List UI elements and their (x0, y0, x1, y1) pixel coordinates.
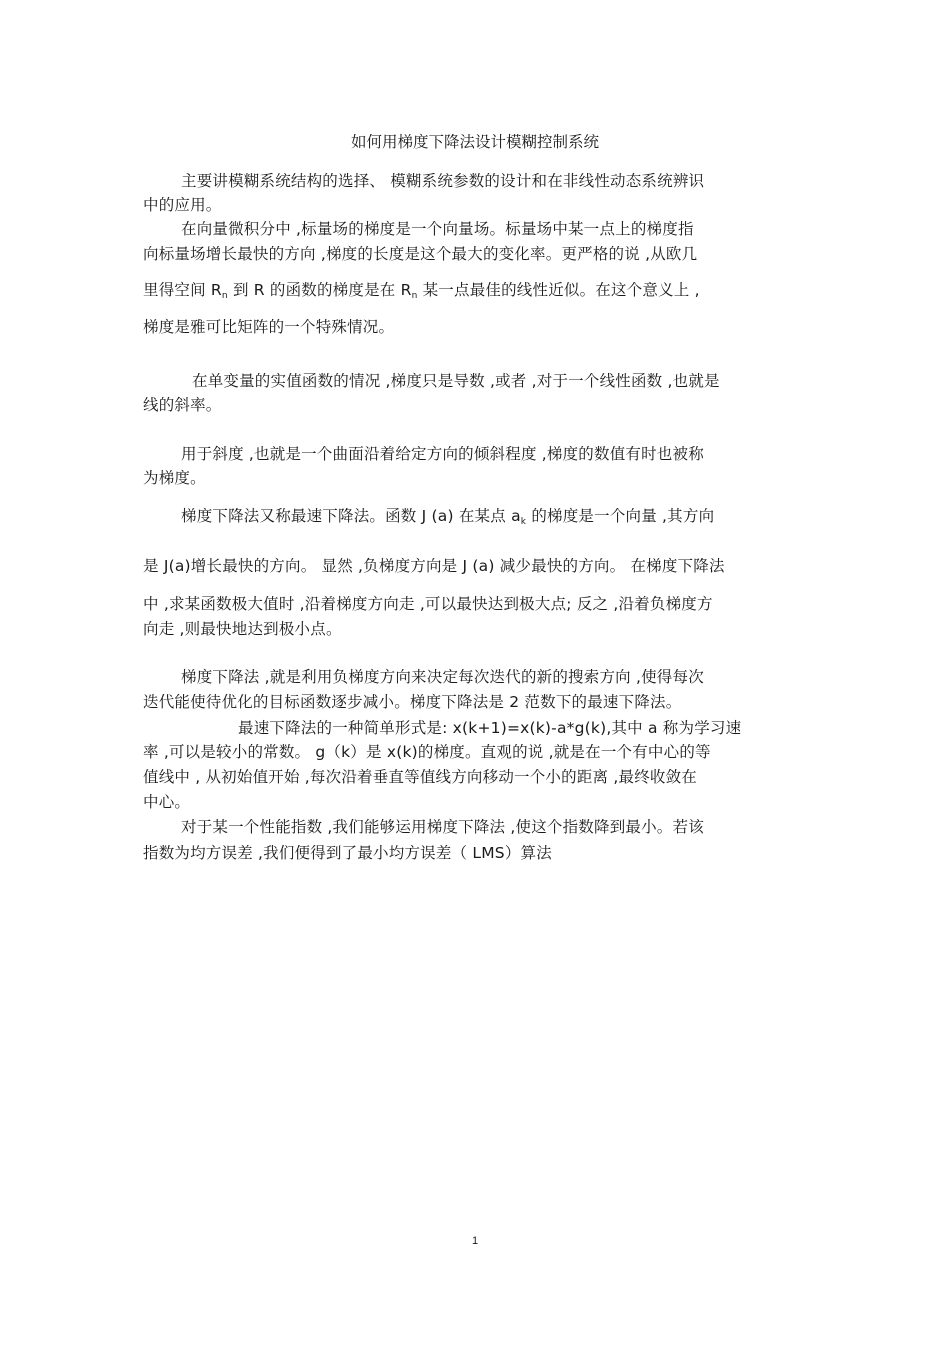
paragraph-line: 梯度下降法 ,就是利用负梯度方向来决定每次迭代的新的搜索方向 ,使得每次 (181, 668, 704, 686)
text-fragment: 某一点最佳的线性近似。在这个意义上 , (417, 281, 700, 299)
paragraph-line: 线的斜率。 (143, 396, 222, 414)
paragraph-line: 中心。 (143, 793, 191, 811)
paragraph-line: 率 ,可以是较小的常数。 g（k）是 x(k)的梯度。直观的说 ,就是在一个有中心的等 (143, 743, 711, 761)
paragraph-line: 对于某一个性能指数 ,我们能够运用梯度下降法 ,使这个指数降到最小。若该 (181, 818, 704, 836)
paragraph-line-mixed (181, 505, 714, 533)
paragraph-line: 用于斜度 ,也就是一个曲面沿着给定方向的倾斜程度 ,梯度的数值有时也被称 (181, 445, 704, 463)
paragraph-line: 在向量微积分中 ,标量场的梯度是一个向量场。标量场中某一点上的梯度指 (181, 220, 694, 238)
subscript-k: k (520, 517, 527, 527)
text-fragment: 的梯度是一个向量 ,其方向 (526, 507, 715, 525)
subscript-n: n (221, 291, 228, 301)
paragraph-line: 主要讲模糊系统结构的选择、 模糊系统参数的设计和在非线性动态系统辨识 (181, 172, 705, 190)
paragraph-line: 向标量场增长最快的方向 ,梯度的长度是这个最大的变化率。更严格的说 ,从欧几 (143, 245, 698, 263)
paragraph-line: 向走 ,则最快地达到极小点。 (143, 620, 342, 638)
text-fragment: 到 R 的函数的梯度是在 R (227, 281, 412, 299)
paragraph-line: 最速下降法的一种简单形式是: x(k+1)=x(k)-a*g(k),其中 a 称为学习速 (238, 719, 742, 737)
text-fragment: 里得空间 R (143, 281, 222, 299)
paragraph-line: 是 J(a)增长最快的方向。 显然 ,负梯度方向是 J (a) 减少最快的方向。 在梯度下降法 (143, 557, 725, 575)
paragraph-line: 指数为均方误差 ,我们便得到了最小均方误差（ LMS）算法 (143, 844, 552, 862)
paragraph-line: 梯度是雅可比矩阵的一个特殊情况。 (143, 318, 395, 336)
text-fragment: 梯度下降法又称最速下降法。函数 J (a) 在某点 a (181, 507, 521, 525)
page-number: 1 (471, 1235, 479, 1247)
paragraph-line: 值线中 , 从初始值开始 ,每次沿着垂直等值线方向移动一个小的距离 ,最终收敛在 (143, 768, 697, 786)
paragraph-line: 在单变量的实值函数的情况 ,梯度只是导数 ,或者 ,对于一个线性函数 ,也就是 (192, 372, 720, 390)
paragraph-line: 中 ,求某函数极大值时 ,沿着梯度方向走 ,可以最快达到极大点; 反之 ,沿着负梯度方 (143, 595, 713, 613)
paragraph-line: 为梯度。 (143, 469, 206, 487)
paragraph-line: 迭代能使待优化的目标函数逐步减小。梯度下降法是 2 范数下的最速下降法。 (143, 693, 682, 711)
subscript-n: n (411, 291, 418, 301)
document-title: 如何用梯度下降法设计模糊控制系统 (350, 133, 599, 151)
paragraph-line-mixed (143, 279, 700, 307)
paragraph-line: 中的应用。 (143, 196, 222, 214)
